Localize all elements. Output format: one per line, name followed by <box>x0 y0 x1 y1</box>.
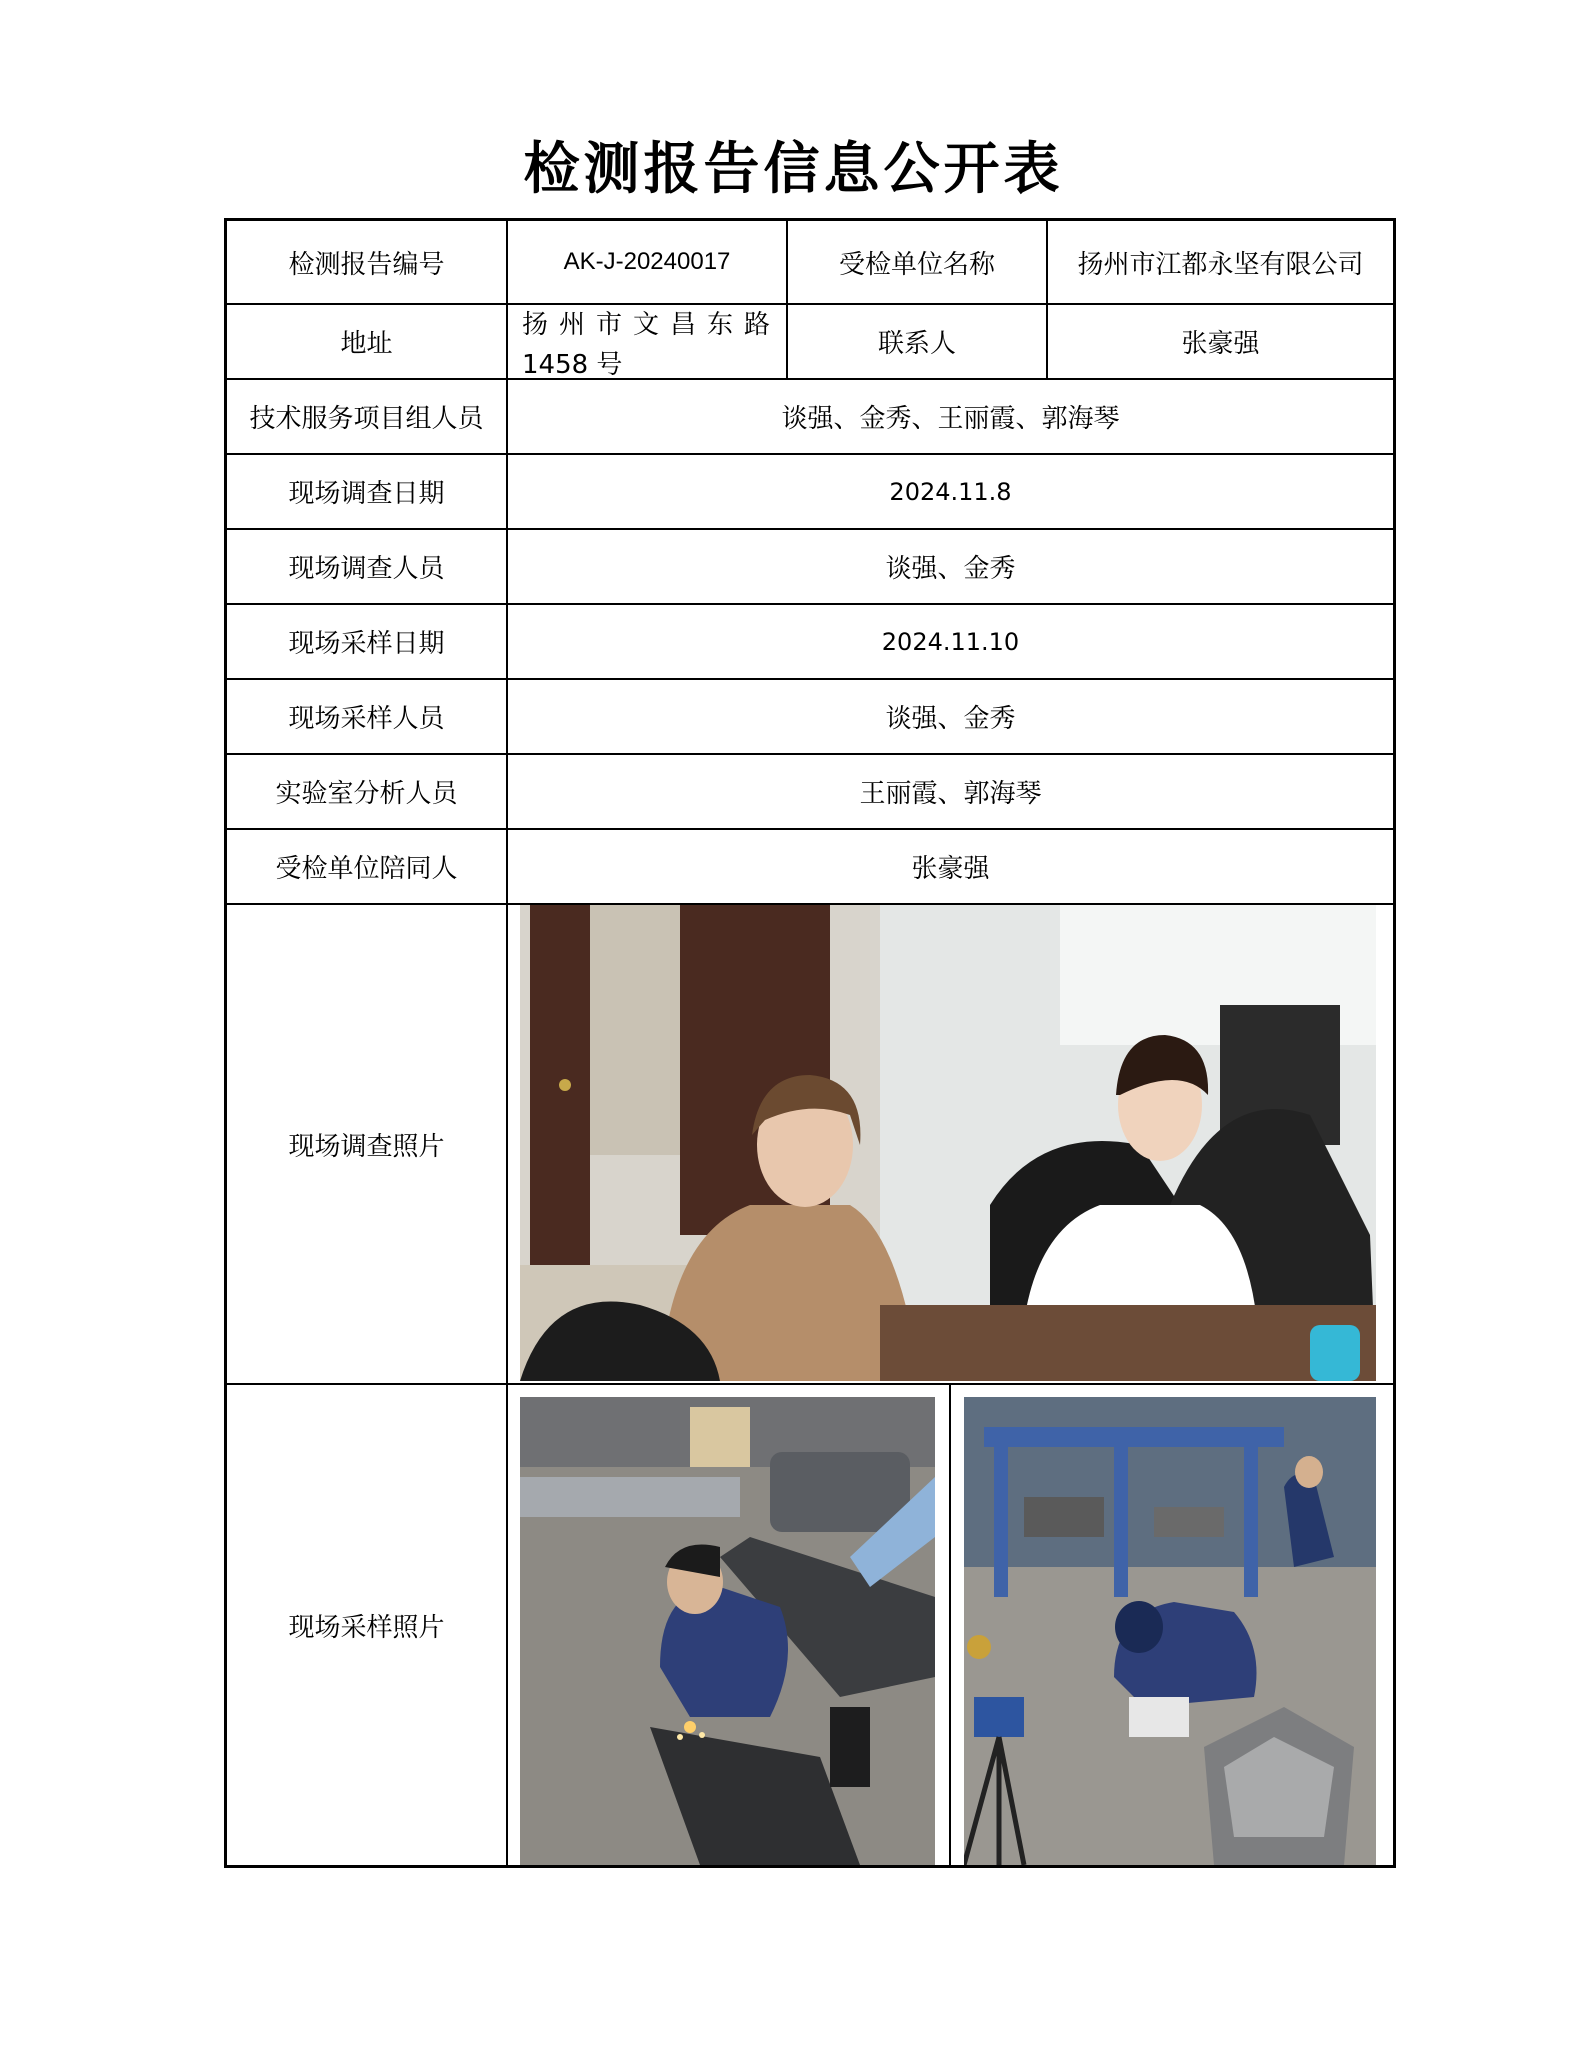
address-line-1: 扬州市文昌东路 <box>522 310 772 340</box>
escort-label: 受检单位陪同人 <box>275 854 458 884</box>
team-label: 技术服务项目组人员 <box>249 404 484 434</box>
contact-label: 联系人 <box>877 329 956 359</box>
escort-value: 张豪强 <box>911 854 990 884</box>
sampling-staff-value: 谈强、金秀 <box>885 704 1016 734</box>
sampling-staff-label: 现场采样人员 <box>288 704 445 734</box>
sampling-photo-workshop <box>964 1397 1376 1865</box>
survey-staff-value: 谈强、金秀 <box>885 554 1016 584</box>
unit-name-value: 扬州市江都永坚有限公司 <box>1077 249 1364 280</box>
sampling-date-label: 现场采样日期 <box>288 629 445 659</box>
lab-staff-label: 实验室分析人员 <box>275 779 458 809</box>
address-line-2: 1458 号 <box>522 350 623 380</box>
address-label: 地址 <box>340 329 393 359</box>
column-divider <box>949 1383 951 1865</box>
survey-photo-label: 现场调查照片 <box>288 1131 445 1162</box>
survey-staff-label: 现场调查人员 <box>288 554 445 584</box>
survey-date-value: 2024.11.8 <box>889 477 1012 506</box>
grinding-sampling-image <box>520 1397 935 1865</box>
address-value <box>522 305 772 385</box>
office-survey-image <box>520 905 1376 1381</box>
sampling-photo-grinding <box>520 1397 935 1865</box>
team-value: 谈强、金秀、王丽霞、郭海琴 <box>781 404 1120 434</box>
report-no-value: AK-J-20240017 <box>563 248 731 275</box>
survey-date-label: 现场调查日期 <box>288 479 445 509</box>
contact-value: 张豪强 <box>1181 329 1260 359</box>
workshop-sampling-image <box>964 1397 1376 1865</box>
sampling-photo-label: 现场采样照片 <box>288 1612 445 1643</box>
report-info-table <box>224 218 1396 1868</box>
page-title: 检测报告信息公开表 <box>523 137 1064 202</box>
lab-staff-value: 王丽霞、郭海琴 <box>859 779 1042 809</box>
report-no-label: 检测报告编号 <box>288 249 445 280</box>
unit-name-label: 受检单位名称 <box>838 249 995 280</box>
sampling-date-value: 2024.11.10 <box>881 627 1020 656</box>
survey-photo <box>520 905 1376 1381</box>
